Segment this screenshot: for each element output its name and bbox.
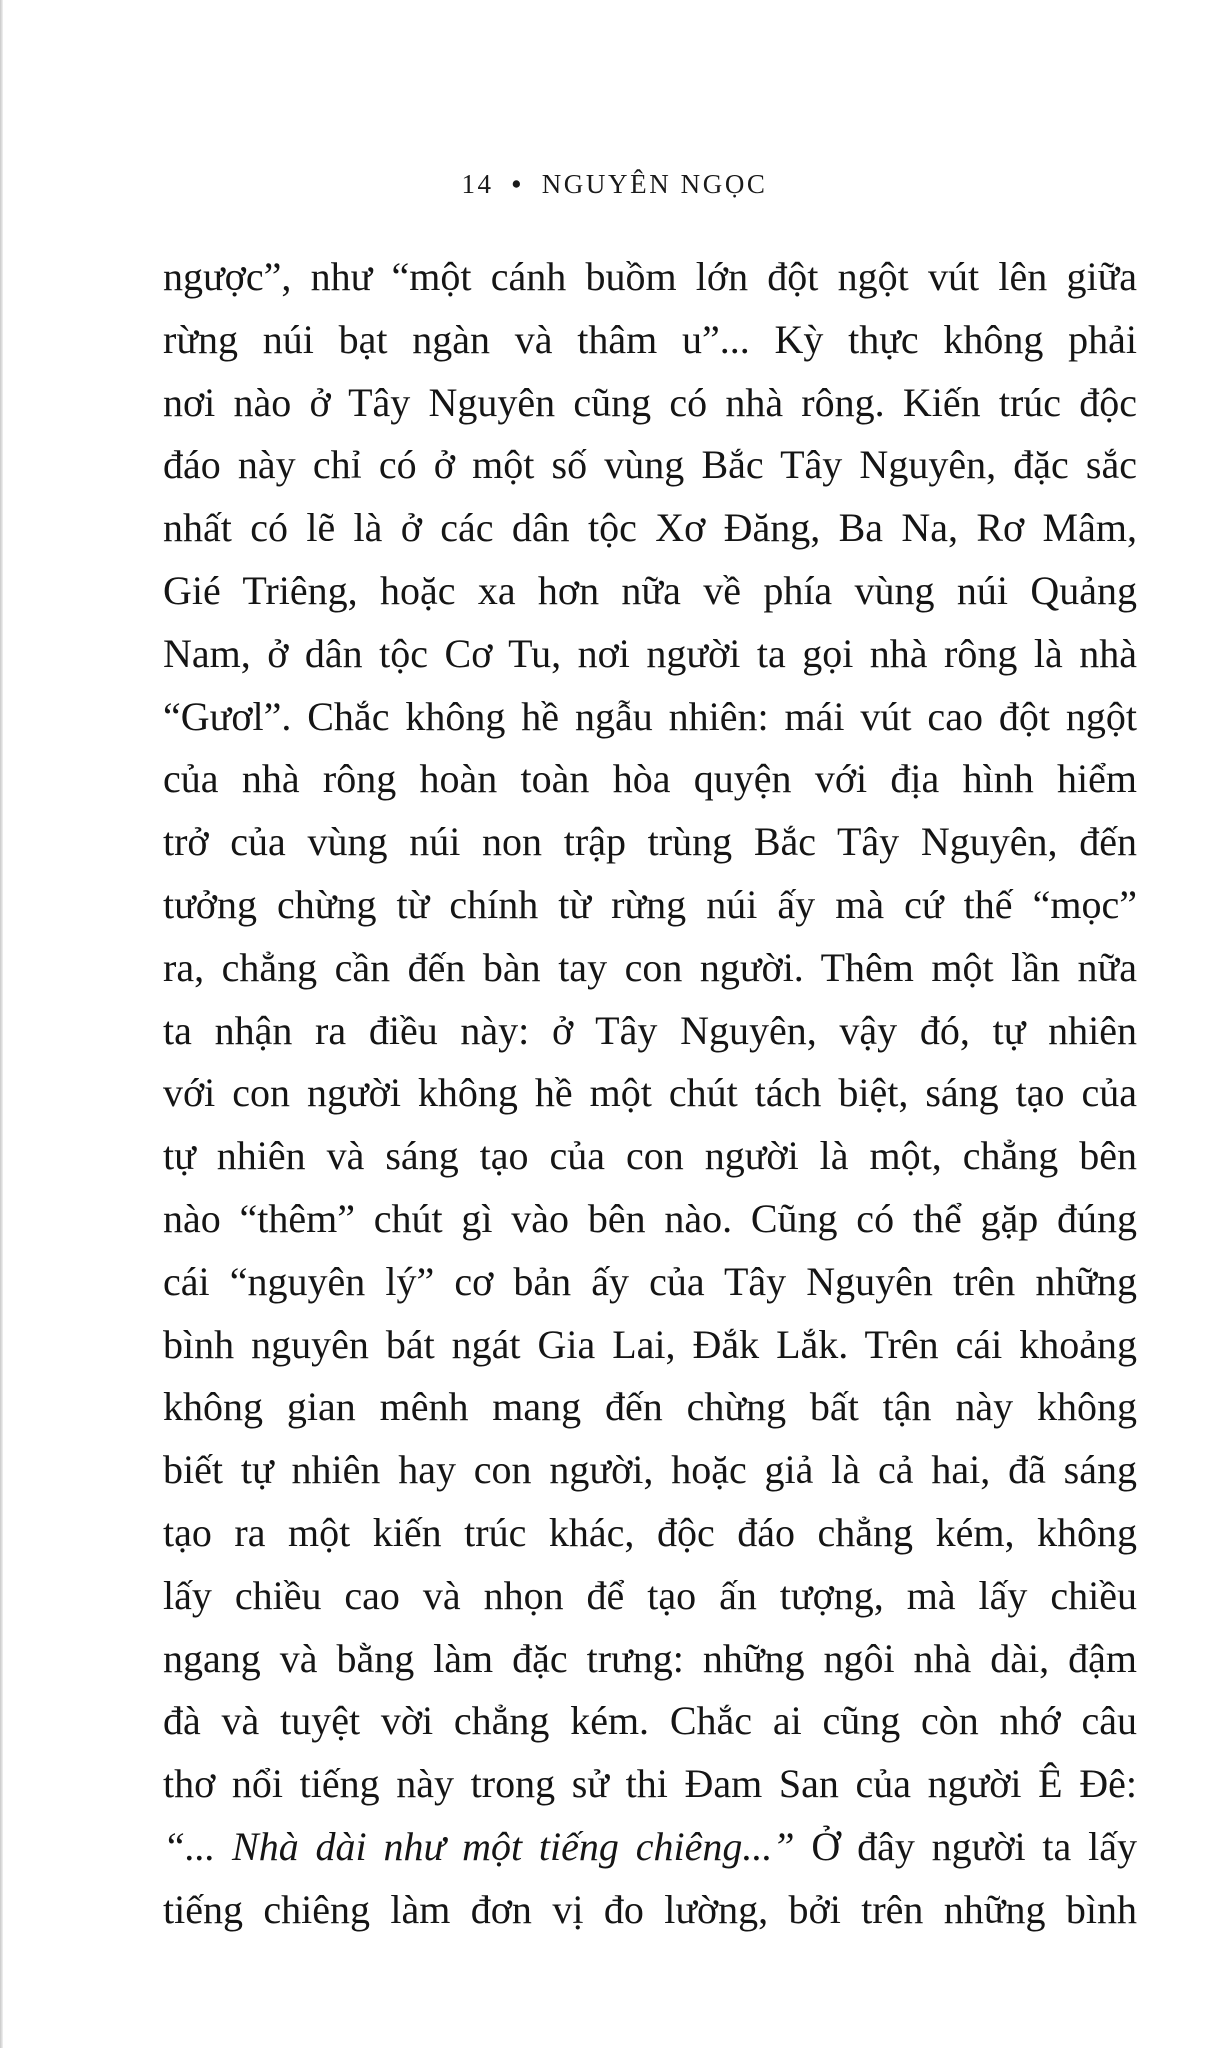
text-line: biết tự nhiên hay con người, hoặc giả là cả hai, đã sáng (163, 1447, 1137, 1493)
text-line: ngang và bằng làm đặc trưng: những ngôi nhà dài, đậm (163, 1635, 1137, 1681)
text-line: thơ nổi tiếng này trong sử thi Đam San của người Ê Đê: (163, 1761, 1137, 1807)
separator-dot: • (511, 169, 524, 199)
text-line: Gié Triêng, hoặc xa hơn nữa về phía vùng núi Quảng (163, 567, 1137, 613)
running-head (0, 166, 1221, 202)
text-line: trở của vùng núi non trập trùng Bắc Tây Nguyên, đến (163, 819, 1137, 865)
text-line: tạo ra một kiến trúc khác, độc đáo chẳng kém, không (163, 1509, 1137, 1555)
text-line: tự nhiên và sáng tạo của con người là một, chẳng bên (163, 1133, 1137, 1179)
text-line: nơi nào ở Tây Nguyên cũng có nhà rông. Kiến trúc độc (163, 379, 1137, 425)
text-line: của nhà rông hoàn toàn hòa quyện với địa hình hiểm (163, 756, 1137, 802)
epic-quote: “... Nhà dài như một tiếng chiêng...” (163, 1823, 795, 1869)
text-line: lấy chiều cao và nhọn để tạo ấn tượng, mà lấy chiều (163, 1572, 1137, 1618)
page-edge-shadow (0, 0, 3, 2048)
text-line: rừng núi bạt ngàn và thâm u”... Kỳ thực không phải (163, 316, 1137, 362)
text-line: không gian mênh mang đến chừng bất tận này không (163, 1384, 1137, 1430)
text-line: ra, chẳng cần đến bàn tay con người. Thêm một lần nữa (163, 944, 1137, 990)
text-line: Nam, ở dân tộc Cơ Tu, nơi người ta gọi nhà rông là nhà (163, 630, 1137, 676)
quote-continuation: Ở đây người ta lấy (794, 1823, 1137, 1869)
text-line: đáo này chỉ có ở một số vùng Bắc Tây Nguyên, đặc sắc (163, 442, 1137, 488)
text-line: nào “thêm” chút gì vào bên nào. Cũng có thể gặp đúng (163, 1195, 1137, 1241)
text-line: tưởng chừng từ chính từ rừng núi ấy mà cứ thế “mọc” (163, 881, 1137, 927)
text-line: đà và tuyệt vời chẳng kém. Chắc ai cũng còn nhớ câu (163, 1698, 1137, 1744)
text-line: bình nguyên bát ngát Gia Lai, Đắk Lắk. Trên cái khoảng (163, 1321, 1137, 1367)
text-line: cái “nguyên lý” cơ bản ấy của Tây Nguyên trên những (163, 1258, 1137, 1304)
text-line: nhất có lẽ là ở các dân tộc Xơ Đăng, Ba Na, Rơ Mâm, (163, 505, 1137, 551)
text-line: tiếng chiêng làm đơn vị đo lường, bởi trên những bình (163, 1886, 1137, 1932)
author-name: NGUYÊN NGỌC (541, 169, 768, 199)
text-line: “Gươl”. Chắc không hề ngẫu nhiên: mái vút cao đột ngột (163, 693, 1137, 739)
text-line: ngược”, như “một cánh buồm lớn đột ngột vút lên giữa (163, 254, 1137, 299)
text-line: ta nhận ra điều này: ở Tây Nguyên, vậy đó, tự nhiên (163, 1007, 1137, 1053)
text-line: với con người không hề một chút tách biệt, sáng tạo của (163, 1070, 1137, 1116)
page-number: 14 (461, 169, 494, 199)
text-line-quote (163, 1816, 1137, 1879)
body-text (163, 246, 1137, 1942)
